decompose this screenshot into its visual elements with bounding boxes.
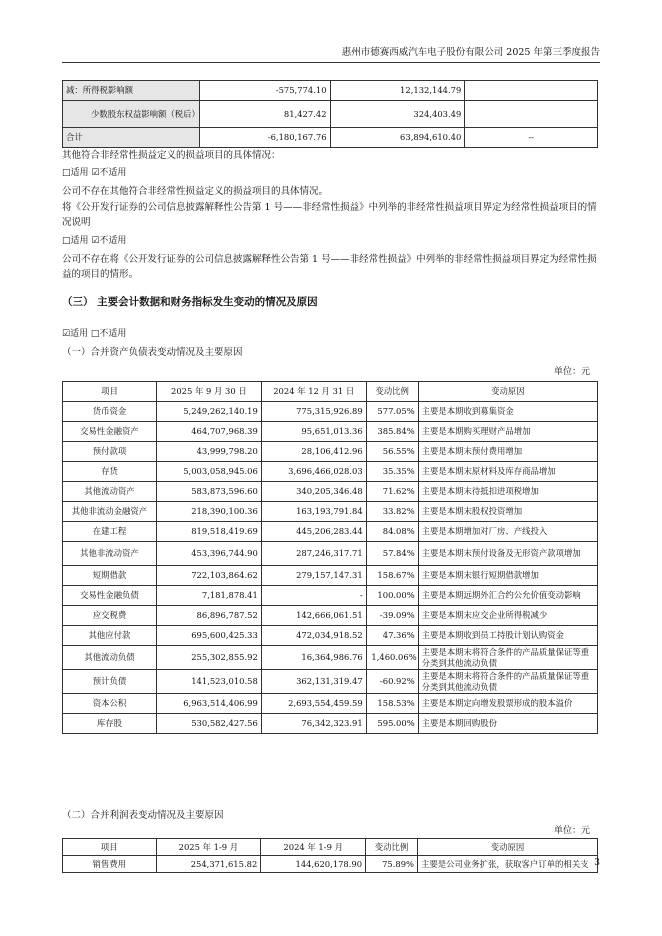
value-prior: 340,205,346.48 — [261, 482, 366, 502]
unit-label: 单位：元 — [553, 367, 590, 377]
balance-sheet-change-table — [62, 381, 598, 734]
note-paragraph: 公司不存在其他符合非经常性损益定义的损益项目的具体情况。 — [62, 186, 329, 197]
table-row — [63, 694, 598, 714]
change-ratio: 595.00% — [366, 714, 418, 734]
row-item: 其他流动资产 — [63, 482, 157, 502]
change-ratio: 1,460.06% — [366, 646, 418, 670]
table-row — [63, 101, 598, 128]
table-row — [63, 670, 598, 694]
value-prior: 144,620,178.90 — [261, 856, 366, 873]
change-ratio: 385.84% — [366, 422, 418, 442]
value-current: 5,249,262,140.19 — [156, 402, 261, 422]
value-prior: 16,364,986.76 — [261, 646, 366, 670]
table-header-row — [63, 839, 598, 856]
row-item: 货币资金 — [63, 402, 157, 422]
value-current: 218,390,100.36 — [156, 502, 261, 522]
non-recurring-table — [62, 80, 598, 148]
table-row — [63, 442, 598, 462]
table-row — [63, 502, 598, 522]
applicability-checkbox: □适用 ☑不适用 — [62, 168, 127, 178]
change-reason: 主要是本期末将符合条件的产品质量保证等重分类到其他流动负债 — [418, 670, 597, 694]
row-item: 其他应付款 — [63, 626, 157, 646]
row-item: 资本公积 — [63, 694, 157, 714]
value-prior: 3,696,466,028.03 — [261, 462, 366, 482]
row-item: 预付款项 — [63, 442, 157, 462]
table-row — [63, 462, 598, 482]
value-ytd: 12,132,144.79 — [330, 81, 465, 101]
value-current: 254,371,615.82 — [156, 856, 261, 873]
change-reason: 主要是本期收到募集资金 — [418, 402, 597, 422]
value-prior: 2,693,554,459.59 — [261, 694, 366, 714]
change-reason: 主要是本期末应交企业所得税减少 — [418, 606, 597, 626]
change-reason: 主要是本期末预付费用增加 — [418, 442, 597, 462]
value-current: 86,896,787.52 — [156, 606, 261, 626]
change-reason: 主要是本期回购股份 — [418, 714, 597, 734]
change-ratio: -60.92% — [366, 670, 418, 694]
subsection-title: （一）合并资产负债表变动情况及主要原因 — [62, 347, 243, 358]
value-current: 530,582,427.56 — [156, 714, 261, 734]
note-cell: -- — [465, 128, 598, 148]
change-reason: 主要是本期增加对厂房、产线投入 — [418, 522, 597, 542]
value-prior: 775,315,926.89 — [261, 402, 366, 422]
change-reason: 主要是本期收到员工持股计划认购资金 — [418, 626, 597, 646]
change-ratio: 158.67% — [366, 566, 418, 586]
change-ratio: 35.35% — [366, 462, 418, 482]
change-reason: 主要是本期末预付设备及无形资产款项增加 — [418, 542, 597, 566]
value-prior: 279,157,147.31 — [261, 566, 366, 586]
value-prior: 472,034,918.52 — [261, 626, 366, 646]
change-ratio: -39.09% — [366, 606, 418, 626]
change-ratio: 71.62% — [366, 482, 418, 502]
note-cell — [465, 101, 598, 128]
value-prior: 362,131,319.47 — [261, 670, 366, 694]
note-paragraph: 将《公开发行证券的公司信息披露解释性公告第 1 号——非经常性损益》中列举的非经常性损益项目界定为经常性损益项目的情况说明 — [62, 202, 597, 228]
header-item: 项目 — [63, 839, 157, 856]
change-ratio: 47.36% — [366, 626, 418, 646]
row-item: 交易性金融负债 — [63, 586, 157, 606]
note-paragraph: 公司不存在将《公开发行证券的公司信息披露解释性公告第 1 号——非经常性损益》中列举的非经常性损益项目界定为经常性损益的项目的情形。 — [62, 254, 597, 280]
section-title: （三） 主要会计数据和财务指标发生变动的情况及原因 — [62, 296, 318, 308]
change-ratio: 75.89% — [366, 856, 418, 873]
table-row — [63, 522, 598, 542]
value-current: 5,003,058,945.06 — [156, 462, 261, 482]
change-reason: 主要是本期末银行短期借款增加 — [418, 566, 597, 586]
change-ratio: 158.53% — [366, 694, 418, 714]
header-prior-period: 2024 年 1-9 月 — [261, 839, 366, 856]
header-reason: 变动原因 — [418, 839, 598, 856]
table-row — [63, 482, 598, 502]
header-current-period: 2025 年 1-9 月 — [156, 839, 261, 856]
page-header: 惠州市德赛西威汽车电子股份有限公司 2025 年第三季度报告 — [62, 44, 600, 63]
value-ytd: 324,403.49 — [330, 101, 465, 128]
change-reason: 主要是本期末将符合条件的产品质量保证等重分类到其他流动负债 — [418, 646, 597, 670]
table-row — [63, 586, 598, 606]
change-ratio: 577.05% — [366, 402, 418, 422]
change-reason: 主要是本期末待抵扣进项税增加 — [418, 482, 597, 502]
change-ratio: 57.84% — [366, 542, 418, 566]
value-current: 583,873,596.60 — [156, 482, 261, 502]
value-prior: 287,246,317.71 — [261, 542, 366, 566]
value-prior: 142,666,061.51 — [261, 606, 366, 626]
value-current: 695,600,425.33 — [156, 626, 261, 646]
row-item: 销售费用 — [63, 856, 157, 873]
value-current: 6,963,514,406.99 — [156, 694, 261, 714]
value-current: -575,774.10 — [199, 81, 330, 101]
subsection-title: （二）合并利润表变动情况及主要原因 — [62, 810, 224, 821]
table-row — [63, 402, 598, 422]
row-item: 交易性金融资产 — [63, 422, 157, 442]
table-row — [63, 566, 598, 586]
change-reason: 主要是本期定向增发股票形成的股本溢价 — [418, 694, 597, 714]
row-item: 其他非流动资产 — [63, 542, 157, 566]
header-current-date: 2025 年 9 月 30 日 — [156, 382, 261, 402]
value-current: 81,427.42 — [199, 101, 330, 128]
change-ratio: 56.55% — [366, 442, 418, 462]
table-row — [63, 646, 598, 670]
row-item: 库存股 — [63, 714, 157, 734]
value-prior: - — [261, 586, 366, 606]
row-item: 减：所得税影响额 — [63, 81, 200, 101]
table-row — [63, 422, 598, 442]
table-row — [63, 714, 598, 734]
change-reason: 主要是公司业务扩张，获取客户订单的相关支 — [418, 856, 598, 873]
value-current: 255,302,855.92 — [156, 646, 261, 670]
note-cell — [465, 81, 598, 101]
value-prior: 28,106,412.96 — [261, 442, 366, 462]
row-item: 短期借款 — [63, 566, 157, 586]
change-reason: 主要是本期末股权投资增加 — [418, 502, 597, 522]
page-number: 3 — [594, 858, 600, 868]
change-reason: 主要是本期远期外汇合约公允价值变动影响 — [418, 586, 597, 606]
header-reason: 变动原因 — [418, 382, 597, 402]
row-item: 存货 — [63, 462, 157, 482]
value-current: 464,707,968.39 — [156, 422, 261, 442]
header-change-ratio: 变动比例 — [366, 382, 418, 402]
table-header-row — [63, 382, 598, 402]
value-current: 43,999,798.20 — [156, 442, 261, 462]
table-row — [63, 856, 598, 873]
applicability-checkbox: ☑适用 □不适用 — [62, 329, 127, 339]
row-item: 其他非流动金融资产 — [63, 502, 157, 522]
value-current: 7,181,878.41 — [156, 586, 261, 606]
header-change-ratio: 变动比例 — [366, 839, 418, 856]
change-ratio: 33.82% — [366, 502, 418, 522]
value-prior: 95,651,013.36 — [261, 422, 366, 442]
row-item: 预计负债 — [63, 670, 157, 694]
change-ratio: 84.08% — [366, 522, 418, 542]
value-prior: 163,193,791.84 — [261, 502, 366, 522]
change-ratio: 100.00% — [366, 586, 418, 606]
table-row — [63, 81, 598, 101]
value-current: 722,103,864.62 — [156, 566, 261, 586]
row-item: 合计 — [63, 128, 200, 148]
value-prior: 76,342,323.91 — [261, 714, 366, 734]
header-prior-date: 2024 年 12 月 31 日 — [261, 382, 366, 402]
value-current: 819,518,419.69 — [156, 522, 261, 542]
note-paragraph: 其他符合非经常性损益定义的损益项目的具体情况： — [62, 150, 281, 161]
row-item: 在建工程 — [63, 522, 157, 542]
table-row — [63, 542, 598, 566]
row-item: 应交税费 — [63, 606, 157, 626]
change-reason: 主要是本期末原材料及库存商品增加 — [418, 462, 597, 482]
row-item: 少数股东权益影响额（税后） — [63, 101, 200, 128]
income-statement-change-table — [62, 838, 598, 873]
value-prior: 445,206,283.44 — [261, 522, 366, 542]
applicability-checkbox: □适用 ☑不适用 — [62, 236, 127, 246]
table-row — [63, 128, 598, 148]
value-ytd: 63,894,610.40 — [330, 128, 465, 148]
table-row — [63, 606, 598, 626]
change-reason: 主要是本期购买理财产品增加 — [418, 422, 597, 442]
value-current: 453,396,744.90 — [156, 542, 261, 566]
value-current: 141,523,010.58 — [156, 670, 261, 694]
table-row — [63, 626, 598, 646]
value-current: -6,180,167.76 — [199, 128, 330, 148]
unit-label: 单位：元 — [553, 826, 590, 836]
row-item: 其他流动负债 — [63, 646, 157, 670]
header-item: 项目 — [63, 382, 157, 402]
